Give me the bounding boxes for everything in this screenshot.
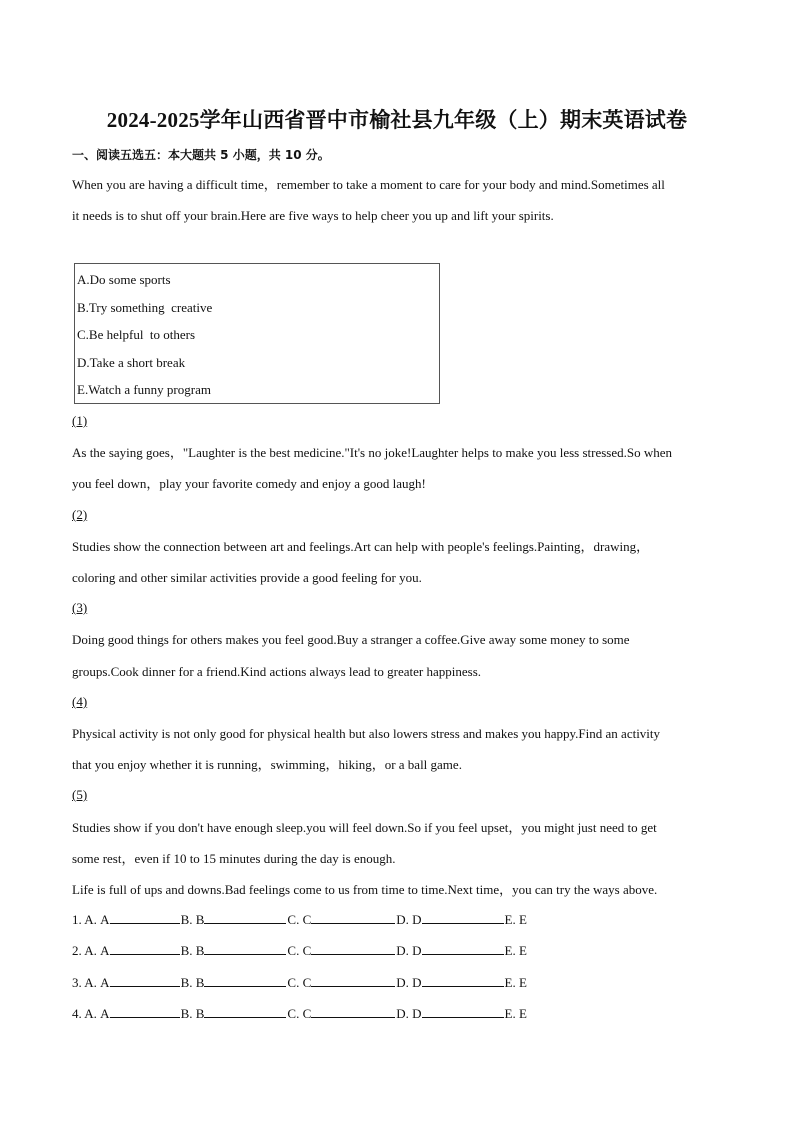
choice-d[interactable]: D. D <box>396 975 422 990</box>
option-d: D.Take a short break <box>77 354 186 370</box>
answer-blank[interactable] <box>311 1016 395 1018</box>
choice-e[interactable]: E. E <box>504 912 527 927</box>
intro-line-2: it needs is to shut off your brain.Here are five ways to help cheer you up and lift your spirits. <box>72 208 554 223</box>
blank-number-4: (4) <box>72 694 88 709</box>
answer-blank[interactable] <box>110 922 180 924</box>
answer-blank[interactable] <box>204 1016 286 1018</box>
choice-a[interactable]: A <box>100 943 110 958</box>
choice-b[interactable]: B. B <box>180 975 205 990</box>
choice-a[interactable]: A <box>100 975 110 990</box>
blank-number-3: (3) <box>72 600 88 615</box>
options-box <box>74 263 440 404</box>
answer-blank[interactable] <box>110 985 180 987</box>
blank-number-2: (2) <box>72 507 88 522</box>
passage-4-line-2: that you enjoy whether it is running，swimming，hiking，or a ball game. <box>72 757 462 772</box>
answer-blank[interactable] <box>110 953 180 955</box>
answer-blank[interactable] <box>422 985 504 987</box>
passage-3-line-1: Doing good things for others makes you feel good.Buy a stranger a coffee.Give away some money to some <box>72 632 630 647</box>
intro-line-1: When you are having a difficult time，remember to take a moment to care for your body and mind.Sometimes all <box>72 177 665 192</box>
blank-number-5: (5) <box>72 787 88 802</box>
blank-number-1: (1) <box>72 413 88 428</box>
passage-2-line-1: Studies show the connection between art and feelings.Art can help with people's feelings.Painting，drawing， <box>72 539 650 554</box>
option-e: E.Watch a funny program <box>77 382 211 397</box>
answer-blank[interactable] <box>204 922 286 924</box>
page-title: 2024-2025学年山西省晋中市榆社县九年级（上）期末英语试卷 <box>106 108 688 132</box>
answer-blank[interactable] <box>204 953 286 955</box>
choice-b[interactable]: B. B <box>180 943 205 958</box>
question-row <box>72 912 527 928</box>
choice-c[interactable]: C. C <box>287 912 312 927</box>
passage-3-line-2: groups.Cook dinner for a friend.Kind actions always lead to greater happiness. <box>72 664 482 679</box>
option-a: A.Do some sports <box>77 272 171 287</box>
answer-blank[interactable] <box>204 985 286 987</box>
choice-d[interactable]: D. D <box>396 1006 422 1021</box>
choice-a[interactable]: A <box>100 1006 110 1021</box>
section-heading: 一、阅读五选五：本大题共 5 小题，共 10 分。 <box>72 148 330 162</box>
option-b: B.Try something creative <box>77 299 213 315</box>
passage-1-line-1: As the saying goes，"Laughter is the best medicine."It's no joke!Laughter helps to make you less stressed.So when <box>72 445 672 460</box>
passage-4-line-1: Physical activity is not only good for physical health but also lowers stress and makes you happy.Find an activity <box>72 726 661 741</box>
question-number: 4. A. <box>72 1006 97 1021</box>
answer-blank[interactable] <box>422 953 504 955</box>
choice-a[interactable]: A <box>100 912 110 927</box>
answer-blank[interactable] <box>422 922 504 924</box>
passage-2-line-2: coloring and other similar activities provide a good feeling for you. <box>72 570 422 585</box>
answer-blank[interactable] <box>311 985 395 987</box>
choice-e[interactable]: E. E <box>504 943 527 958</box>
option-c: C.Be helpful to others <box>77 327 196 342</box>
answer-blank[interactable] <box>422 1016 504 1018</box>
choice-c[interactable]: C. C <box>287 975 312 990</box>
passage-5-line-1: Studies show if you don't have enough sleep.you will feel down.So if you feel upset，you might just need to get <box>72 820 657 835</box>
question-row <box>72 1006 527 1022</box>
question-row <box>72 943 527 959</box>
question-row <box>72 975 527 991</box>
choice-e[interactable]: E. E <box>504 975 527 990</box>
choice-d[interactable]: D. D <box>396 943 422 958</box>
closing-line: Life is full of ups and downs.Bad feelings come to us from time to time.Next time，you can try the ways above. <box>72 882 658 897</box>
answer-blank[interactable] <box>110 1016 180 1018</box>
choice-e[interactable]: E. E <box>504 1006 527 1021</box>
choice-c[interactable]: C. C <box>287 943 312 958</box>
passage-1-line-2: you feel down，play your favorite comedy and enjoy a good laugh! <box>72 476 426 491</box>
choice-b[interactable]: B. B <box>180 1006 205 1021</box>
answer-blank[interactable] <box>311 953 395 955</box>
choice-b[interactable]: B. B <box>180 912 205 927</box>
answer-blank[interactable] <box>311 922 395 924</box>
choice-c[interactable]: C. C <box>287 1006 312 1021</box>
passage-5-line-2: some rest，even if 10 to 15 minutes during the day is enough. <box>72 851 396 866</box>
choice-d[interactable]: D. D <box>396 912 422 927</box>
question-number: 1. A. <box>72 912 97 927</box>
question-number: 2. A. <box>72 943 97 958</box>
question-number: 3. A. <box>72 975 97 990</box>
